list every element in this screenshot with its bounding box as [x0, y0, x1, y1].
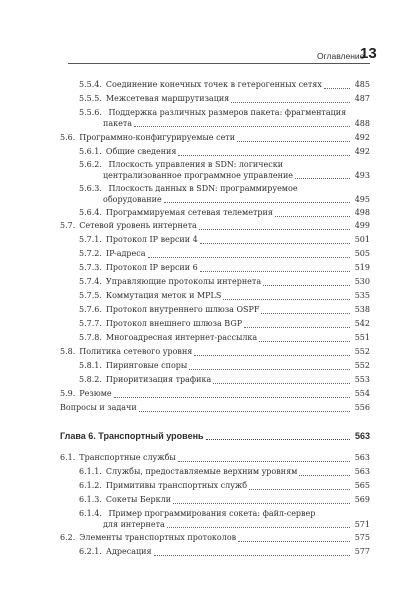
toc-entry-page: 571 [354, 519, 370, 529]
toc-entry-page: 552 [354, 347, 370, 356]
toc-entry[interactable] [60, 389, 370, 400]
toc-entry-number: 6.1.3. [79, 495, 102, 504]
toc-entry-title-continued: оборудование [103, 194, 162, 204]
toc-entry-page: 492 [354, 133, 370, 142]
toc-leader-dots [249, 489, 350, 490]
toc-entry-number: 5.8.1. [79, 361, 102, 370]
toc-entry-page: 493 [354, 170, 370, 180]
toc-entry[interactable] [79, 94, 370, 105]
toc-entry-title: IP-адреса [105, 249, 146, 258]
toc-entry-number: 5.7.5. [79, 291, 102, 300]
toc-leader-dots [261, 313, 350, 314]
toc-entry-number: 5.8. [60, 347, 76, 356]
toc-entry-number: 5.7.7. [79, 319, 102, 328]
toc-entry-number: 5.7.4. [79, 277, 102, 286]
toc-leader-dots [238, 541, 350, 542]
toc-entry[interactable] [79, 277, 370, 288]
toc-leader-dots [200, 243, 350, 244]
toc-entry-page: 563 [354, 453, 370, 462]
toc-entry[interactable] [79, 160, 370, 181]
toc-leader-dots [295, 178, 350, 179]
toc-entry-page: 551 [354, 333, 370, 342]
toc-entry-number: 5.6.4. [79, 208, 102, 217]
toc-entry-page: 569 [354, 495, 370, 504]
toc-entry-page: 495 [354, 194, 370, 204]
toc-entry-title: Плоскость данных в SDN: программируемое [108, 184, 298, 193]
toc-entry-title: Протокол внутреннего шлюза OSPF [105, 305, 260, 314]
toc-entry-number: 6.1.4. [79, 509, 102, 518]
toc-entry-number: 5.5.6. [79, 108, 102, 117]
toc-entry[interactable] [79, 495, 370, 506]
toc-entry-page: 565 [354, 481, 370, 490]
toc-entry-title: Протокол внешнего шлюза BGP [105, 319, 243, 328]
toc-leader-dots [231, 102, 350, 103]
toc-leader-dots [275, 216, 350, 217]
toc-entry-title: Сокеты Беркли [105, 495, 172, 504]
toc-leader-dots [200, 271, 350, 272]
toc-entry-number: 5.7. [60, 221, 76, 230]
toc-entry-number: 5.9. [60, 389, 76, 398]
toc-entry-title: Примитивы транспортных служб [105, 481, 248, 490]
toc-leader-dots [139, 411, 350, 412]
toc-entry-title: Резюме [79, 389, 112, 398]
toc-leader-dots [164, 202, 350, 203]
toc-entry-page: 575 [354, 533, 370, 542]
toc-leader-dots [263, 285, 350, 286]
toc-entry-title: Службы, предоставляемые верхним уровням [105, 467, 298, 476]
toc-leader-dots [134, 126, 350, 127]
header-divider [68, 63, 370, 64]
toc-entry-title: Элементы транспортных протоколов [79, 533, 237, 542]
toc-entry-title: Плоскость управления в SDN: логически [108, 160, 284, 169]
toc-entry-number: 6.1. [60, 453, 76, 462]
toc-entry-title: Транспортные службы [79, 453, 176, 462]
toc-entry[interactable] [60, 347, 370, 358]
toc-entry[interactable] [79, 509, 370, 530]
toc-entry-title: Пиринговые споры [105, 361, 188, 370]
toc-entry-page: 556 [354, 403, 370, 412]
toc-entry-number: 5.7.1. [79, 235, 102, 244]
toc-leader-dots [237, 141, 350, 142]
toc-entry-page: 553 [354, 375, 370, 384]
toc-leader-dots [173, 503, 350, 504]
toc-entry[interactable] [79, 235, 370, 246]
toc-entry-page: 501 [354, 235, 370, 244]
page-header [0, 0, 400, 70]
toc-entry-page: 542 [354, 319, 370, 328]
toc-entry-title-continued: пакета [103, 118, 133, 128]
toc-entry-number: 5.6. [60, 133, 76, 142]
toc-entry[interactable] [79, 319, 370, 330]
toc-entry-page: 487 [354, 94, 370, 103]
toc-entry[interactable] [79, 547, 370, 558]
toc-entry-title: Протокол IP версии 4 [105, 235, 198, 244]
toc-entry-number: 5.5.5. [79, 94, 102, 103]
toc-leader-dots [324, 88, 350, 89]
toc-entry-title: Коммутация меток и MPLS [105, 291, 222, 300]
toc-entry-page: 505 [354, 249, 370, 258]
toc-entry[interactable] [79, 80, 370, 91]
toc-entry-page: 538 [354, 305, 370, 314]
toc-entry-title: Поддержка различных размеров пакета: фрагментация [108, 108, 347, 117]
toc-entry-number: 5.7.2. [79, 249, 102, 258]
toc-entry[interactable] [79, 263, 370, 274]
toc-entry-title: Общие сведения [105, 147, 177, 156]
toc-entry-page: 485 [354, 80, 370, 89]
toc-entry-title-continued: централизованное программное управление [103, 170, 294, 180]
toc-entry-number: 5.6.2. [79, 160, 102, 169]
toc-entry[interactable] [79, 147, 370, 158]
toc-entry[interactable] [60, 403, 370, 414]
toc-entry-title: Адресация [105, 547, 152, 556]
toc-leader-dots [148, 257, 350, 258]
toc-entry[interactable] [60, 133, 370, 144]
toc-entry[interactable] [60, 453, 370, 464]
toc-entry-number: 5.8.2. [79, 375, 102, 384]
toc-entry-page: 499 [354, 221, 370, 230]
toc-entry-page: 535 [354, 291, 370, 300]
toc-entry-number: 5.6.3. [79, 184, 102, 193]
toc-entry-title: Программируемая сетевая телеметрия [105, 208, 273, 217]
toc-entry-title: Пример программирования сокета: файл-сервер [108, 509, 316, 518]
toc-entry[interactable] [79, 305, 370, 316]
toc-entry-page: 488 [354, 118, 370, 128]
toc-entry[interactable] [60, 221, 370, 232]
toc-leader-dots [213, 383, 350, 384]
toc-entry-number: 6.2. [60, 533, 76, 542]
toc-entry-title: Управляющие протоколы интернета [105, 277, 262, 286]
toc-entry[interactable] [60, 533, 370, 544]
toc-leader-dots [259, 341, 350, 342]
toc-entry-number: 5.6.1. [79, 147, 102, 156]
toc-entry[interactable] [79, 361, 370, 372]
toc-leader-dots [114, 397, 350, 398]
toc-entry-title-continued: для интернета [103, 519, 165, 529]
toc-entry-page: 563 [354, 431, 370, 441]
toc-entry-page: 563 [354, 467, 370, 476]
toc-entry[interactable] [79, 108, 370, 129]
toc-entry-page: 492 [354, 147, 370, 156]
page-number: 13 [360, 45, 377, 62]
toc-entry[interactable] [79, 481, 370, 492]
toc-entry[interactable] [79, 291, 370, 302]
toc-entry-title: Приоритизация трафика [105, 375, 212, 384]
toc-entry-title: Политика сетевого уровня [79, 347, 193, 356]
toc-entry-title: Сетевой уровень интернета [79, 221, 197, 230]
toc-entry-page: 577 [354, 547, 370, 556]
toc-leader-dots [299, 475, 350, 476]
toc-entry-number: 5.7.8. [79, 333, 102, 342]
toc-entry[interactable] [79, 467, 370, 478]
toc-entry-title: Многоадресная интернет-рассылка [105, 333, 258, 342]
toc-entry-number: 6.2.1. [79, 547, 102, 556]
toc-entry-page: 530 [354, 277, 370, 286]
toc-leader-dots [244, 327, 350, 328]
toc-leader-dots [199, 229, 350, 230]
toc-entry-number: 6.1.1. [79, 467, 102, 476]
running-title: Оглавление [317, 51, 365, 61]
toc-entry-title: Соединение конечных точек в гетерогенных сетях [105, 80, 322, 89]
toc-entry[interactable] [79, 375, 370, 386]
toc-entry[interactable] [79, 333, 370, 344]
toc-leader-dots [189, 369, 350, 370]
toc-leader-dots [178, 461, 350, 462]
toc-leader-dots [178, 155, 350, 156]
toc-leader-dots [206, 439, 350, 440]
toc-leader-dots [223, 299, 350, 300]
toc-entry-title: Межсетевая маршрутизация [105, 94, 230, 103]
toc-leader-dots [154, 555, 350, 556]
toc-entry[interactable] [79, 184, 370, 205]
toc-entry-number: 6.1.2. [79, 481, 102, 490]
toc-leader-dots [167, 527, 350, 528]
toc-entry-page: 552 [354, 361, 370, 370]
toc-entry[interactable] [79, 208, 370, 219]
toc-entry-title: Программно-конфигурируемые сети [79, 133, 236, 142]
chapter-title: Глава 6. Транспортный уровень [60, 431, 204, 441]
toc-entry-number: 5.7.6. [79, 305, 102, 314]
toc-entry-page: 554 [354, 389, 370, 398]
toc-leader-dots [194, 355, 350, 356]
toc-entry-number: 5.7.3. [79, 263, 102, 272]
toc-chapter-entry[interactable] [60, 431, 370, 442]
toc-entry[interactable] [79, 249, 370, 260]
toc-entry-page: 519 [354, 263, 370, 272]
toc-entry-title: Протокол IP версии 6 [105, 263, 198, 272]
toc-entry-title: Вопросы и задачи [60, 403, 137, 412]
toc-entry-page: 498 [354, 208, 370, 217]
toc-entry-number: 5.5.4. [79, 80, 102, 89]
